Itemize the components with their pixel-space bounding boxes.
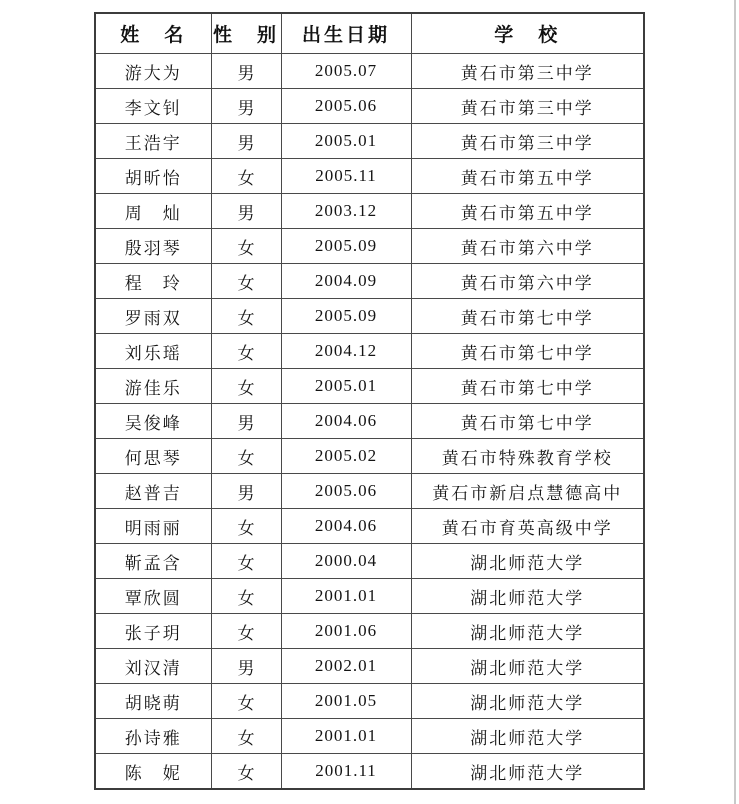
cell-school: 湖北师范大学 [411,719,644,754]
col-header-school: 学 校 [411,13,644,54]
cell-birth-date: 2005.06 [281,474,411,509]
cell-gender: 女 [211,579,281,614]
cell-name: 胡昕怡 [95,159,211,194]
cell-school: 黄石市第三中学 [411,54,644,89]
cell-gender: 女 [211,369,281,404]
cell-birth-date: 2001.01 [281,579,411,614]
cell-school: 黄石市第七中学 [411,334,644,369]
cell-gender: 女 [211,334,281,369]
table-row [95,649,644,684]
cell-school: 黄石市第六中学 [411,229,644,264]
cell-gender: 女 [211,509,281,544]
table-row [95,719,644,754]
table-row [95,159,644,194]
table-row [95,54,644,89]
table-row [95,439,644,474]
cell-name: 周 灿 [95,194,211,229]
cell-name: 刘汉清 [95,649,211,684]
table-row [95,124,644,159]
cell-gender: 女 [211,614,281,649]
table-row [95,264,644,299]
cell-school: 黄石市第五中学 [411,194,644,229]
cell-gender: 男 [211,649,281,684]
cell-birth-date: 2005.02 [281,439,411,474]
cell-birth-date: 2004.12 [281,334,411,369]
cell-gender: 男 [211,404,281,439]
cell-gender: 女 [211,299,281,334]
cell-school: 黄石市第三中学 [411,89,644,124]
cell-school: 黄石市第七中学 [411,369,644,404]
cell-gender: 男 [211,54,281,89]
cell-birth-date: 2005.09 [281,229,411,264]
cell-gender: 女 [211,159,281,194]
cell-name: 何思琴 [95,439,211,474]
cell-birth-date: 2005.01 [281,124,411,159]
table-row [95,754,644,790]
cell-birth-date: 2002.01 [281,649,411,684]
cell-name: 孙诗雅 [95,719,211,754]
cell-name: 靳孟含 [95,544,211,579]
cell-birth-date: 2005.01 [281,369,411,404]
cell-name: 吴俊峰 [95,404,211,439]
cell-gender: 女 [211,754,281,790]
table-row [95,404,644,439]
cell-gender: 女 [211,264,281,299]
cell-birth-date: 2001.01 [281,719,411,754]
cell-birth-date: 2004.06 [281,509,411,544]
cell-name: 刘乐瑶 [95,334,211,369]
cell-gender: 女 [211,229,281,264]
table-row [95,614,644,649]
table-row [95,194,644,229]
table-body [95,54,644,790]
cell-school: 湖北师范大学 [411,684,644,719]
cell-gender: 男 [211,474,281,509]
cell-name: 覃欣圆 [95,579,211,614]
cell-gender: 女 [211,544,281,579]
cell-birth-date: 2001.06 [281,614,411,649]
col-header-name: 姓 名 [95,13,211,54]
cell-gender: 男 [211,124,281,159]
table-row [95,334,644,369]
cell-birth-date: 2003.12 [281,194,411,229]
cell-name: 李文钊 [95,89,211,124]
cell-birth-date: 2001.05 [281,684,411,719]
cell-school: 黄石市新启点慧德高中 [411,474,644,509]
page-edge-line [734,0,736,804]
cell-school: 湖北师范大学 [411,649,644,684]
cell-gender: 女 [211,439,281,474]
cell-birth-date: 2004.09 [281,264,411,299]
cell-name: 陈 妮 [95,754,211,790]
cell-birth-date: 2004.06 [281,404,411,439]
cell-school: 湖北师范大学 [411,579,644,614]
cell-school: 湖北师范大学 [411,614,644,649]
cell-school: 黄石市第七中学 [411,299,644,334]
table-row [95,89,644,124]
cell-gender: 男 [211,89,281,124]
cell-birth-date: 2005.11 [281,159,411,194]
cell-school: 黄石市第六中学 [411,264,644,299]
cell-name: 赵普吉 [95,474,211,509]
table-row [95,229,644,264]
student-roster-table [94,12,645,790]
col-header-birth-date: 出生日期 [281,13,411,54]
cell-school: 湖北师范大学 [411,544,644,579]
cell-name: 罗雨双 [95,299,211,334]
cell-name: 游大为 [95,54,211,89]
cell-birth-date: 2005.09 [281,299,411,334]
cell-name: 游佳乐 [95,369,211,404]
cell-name: 程 玲 [95,264,211,299]
cell-school: 黄石市第七中学 [411,404,644,439]
cell-gender: 女 [211,684,281,719]
cell-school: 湖北师范大学 [411,754,644,790]
col-header-gender: 性 别 [211,13,281,54]
cell-gender: 女 [211,719,281,754]
cell-name: 胡晓萌 [95,684,211,719]
table-header-row [95,13,644,54]
table-row [95,544,644,579]
cell-school: 黄石市第五中学 [411,159,644,194]
cell-birth-date: 2000.04 [281,544,411,579]
cell-school: 黄石市特殊教育学校 [411,439,644,474]
cell-school: 黄石市育英高级中学 [411,509,644,544]
table-row [95,299,644,334]
cell-birth-date: 2005.06 [281,89,411,124]
table-row [95,579,644,614]
cell-birth-date: 2001.11 [281,754,411,790]
cell-name: 王浩宇 [95,124,211,159]
cell-name: 殷羽琴 [95,229,211,264]
table-row [95,684,644,719]
cell-name: 张子玥 [95,614,211,649]
table-row [95,369,644,404]
cell-school: 黄石市第三中学 [411,124,644,159]
table-row [95,509,644,544]
table-row [95,474,644,509]
cell-gender: 男 [211,194,281,229]
cell-birth-date: 2005.07 [281,54,411,89]
cell-name: 明雨丽 [95,509,211,544]
